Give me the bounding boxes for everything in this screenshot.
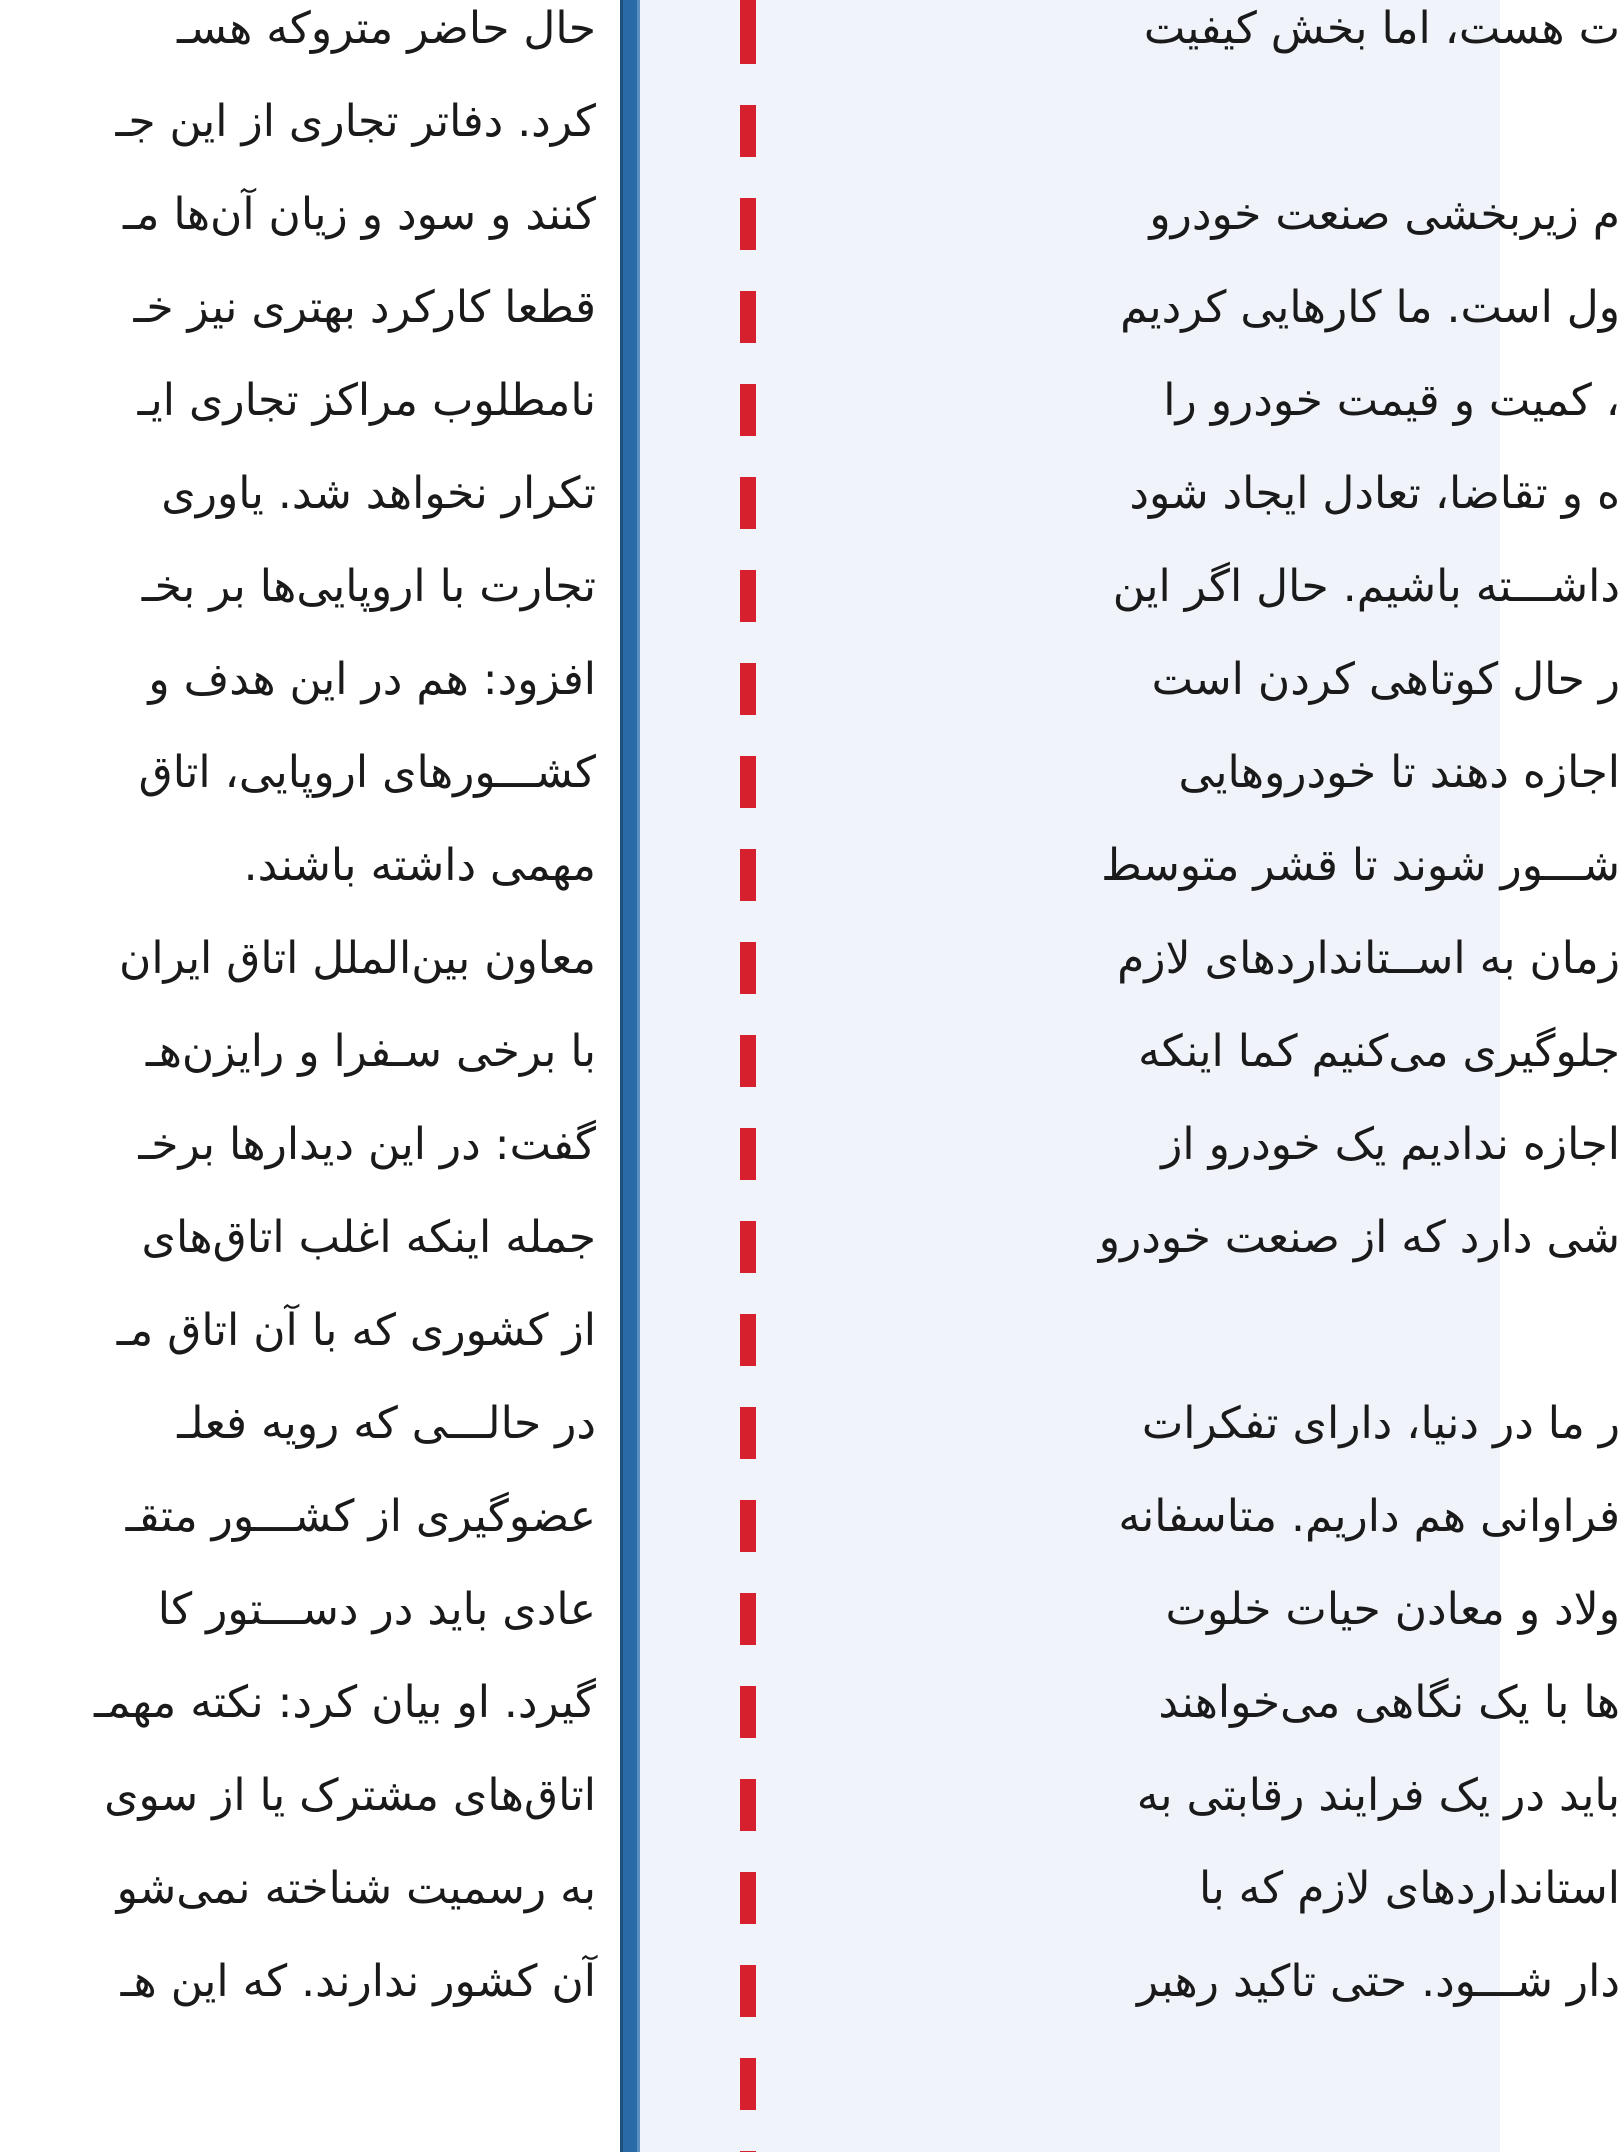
left-column-text [0,0,596,2028]
text-line: اجازه ندادیم یک خودرو از [1161,1119,1620,1170]
text-line: ت هست، اما بخش کیفیت [1143,3,1620,54]
text-line: به رسمیت شناخته نمی‌شو [116,1863,596,1914]
text-line: ها با یک نگاهی می‌خواهند [1158,1677,1620,1728]
text-line: با برخی سـفرا و رایزن‌هـ [145,1026,596,1077]
text-line: اجازه دهند تا خودروهایی [1178,747,1620,798]
text-line: آن کشور ندارند. که این هـ [120,1956,596,2007]
text-line: شی دارد که از صنعت خودرو [1098,1212,1620,1263]
text-line: افزود: هم در این هدف و [148,654,596,705]
text-line: قطعا کارکرد بهتری نیز خـ [133,282,596,333]
text-line: تکرار نخواهد شد. یاوری [161,468,596,519]
text-line: فراوانی هم داریم. متاسفانه [1118,1491,1620,1542]
text-line: اتاق‌های مشترک یا از سوی [104,1770,596,1821]
text-line: شـــور شوند تا قشر متوسط [1101,840,1620,891]
text-line: کرد. دفاتر تجاری از این جـ [115,96,596,147]
text-line: دار شـــود. حتی تاکید رهبر [1137,1956,1620,2007]
text-line: عادی باید در دســـتور کا [157,1584,596,1635]
column-divider-red-dashed [740,0,756,2152]
text-line: جلوگیری می‌کنیم کما اینکه [1138,1026,1620,1077]
text-line: کنند و سود و زیان آن‌ها مـ [122,189,596,240]
text-line: گیرد. او بیان کرد: نکته مهمـ [94,1677,596,1728]
text-line: تجارت با اروپایی‌ها بر بخـ [141,561,596,612]
text-line: مهمی داشته باشند. [243,840,596,891]
text-line: جمله اینکه اغلب اتاق‌های [141,1212,596,1263]
text-line: ر ما در دنیا، دارای تفکرات [1141,1398,1620,1449]
text-line: کشـــورهای اروپایی، اتاق [138,747,596,798]
paragraph-gap [520,1284,1620,1377]
right-column-text [520,0,1620,2028]
text-line: داشـــته باشیم. حال اگر این [1112,561,1620,612]
text-line: م زیربخشی صنعت خودرو [1149,189,1620,240]
text-line: ه و تقاضا، تعادل ایجاد شود [1129,468,1620,519]
text-line: ر حال کوتاهی کردن است [1151,654,1620,705]
text-line: عضوگیری از کشـــور متقـ [125,1491,596,1542]
right-text-column [640,0,1620,2152]
text-line: نامطلوب مراکز تجاری ایـ [137,375,596,426]
text-line: معاون بین‌الملل اتاق ایران [119,933,596,984]
text-line: گفت: در این دیدارها برخـ [138,1119,596,1170]
text-line: حال حاضر متروکه هسـ [176,3,596,54]
text-line: استانداردهای لازم که با [1199,1863,1620,1914]
text-line: باید در یک فرایند رقابتی به [1136,1770,1620,1821]
text-line: از کشوری که با آن اتاق مـ [116,1305,596,1356]
paragraph-gap [520,75,1620,168]
text-line: ولاد و معادن حیات خلوت [1165,1584,1620,1635]
text-line: ول است. ما کارهایی کردیم [1120,282,1620,333]
text-line: زمان به اســتانداردهای لازم [1117,933,1620,984]
text-line: ، کمیت و قیمت خودرو را [1163,375,1620,426]
text-line: در حالـــی که رویه فعلـ [177,1398,596,1449]
